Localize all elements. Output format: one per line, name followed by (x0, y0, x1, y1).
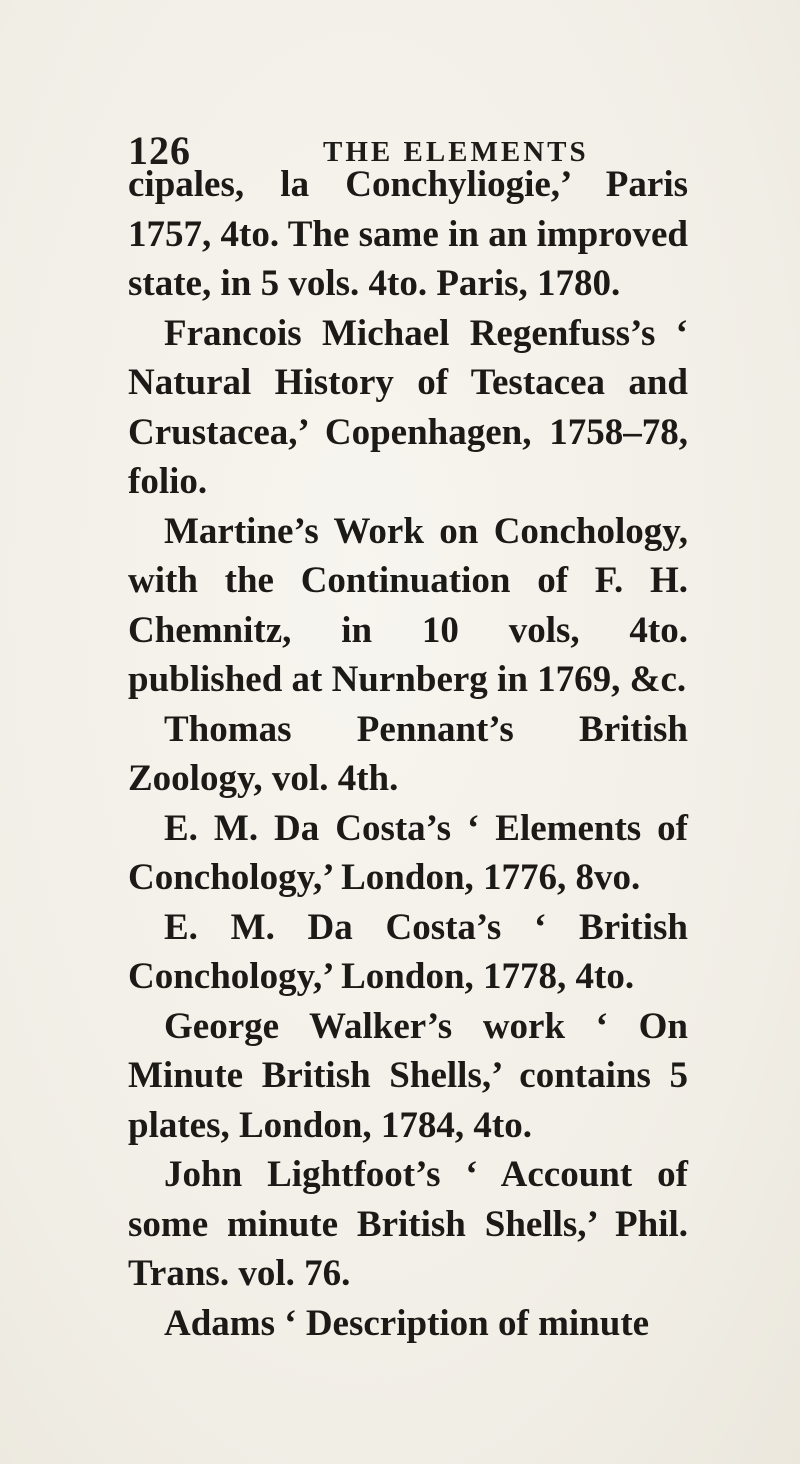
page-number: 126 (128, 128, 191, 173)
paragraph-continuation: cipales, la Conchyliogie,’ Paris 1757, 4to. The same in an improved state, in 5 vols. 4to. Paris, 1780. (128, 164, 688, 304)
paragraph-pennant: Thomas Pennant’s British Zoology, vol. 4th. (128, 708, 688, 799)
paragraph-da-costa-british: E. M. Da Costa’s ‘ British Conchology,’ London, 1778, 4to. (128, 906, 688, 997)
paragraph-martine: Martine’s Work on Conchology, with the Continuation of F. H. Chemnitz, in 10 vols, 4to. published at Nurnberg in 1769, &c. (128, 510, 688, 700)
body-text (128, 160, 688, 1348)
paragraph-lightfoot: John Lightfoot’s ‘ Account of some minute British Shells,’ Phil. Trans. vol. 76. (128, 1154, 688, 1294)
paragraph-da-costa-elements: E. M. Da Costa’s ‘ Elements of Conchology,’ London, 1776, 8vo. (128, 807, 688, 898)
paragraph-walker: George Walker’s work ‘ On Minute British Shells,’ contains 5 plates, London, 1784, 4to. (128, 1005, 688, 1146)
paragraph-regenfuss: Francois Michael Regenfuss’s ‘ Natural History of Testacea and Crustacea,’ Copenhagen, 1758–78, folio. (128, 312, 688, 502)
running-head: THE ELEMENTS (323, 136, 589, 168)
paragraph-adams: Adams ‘ Description of minute (164, 1302, 650, 1344)
